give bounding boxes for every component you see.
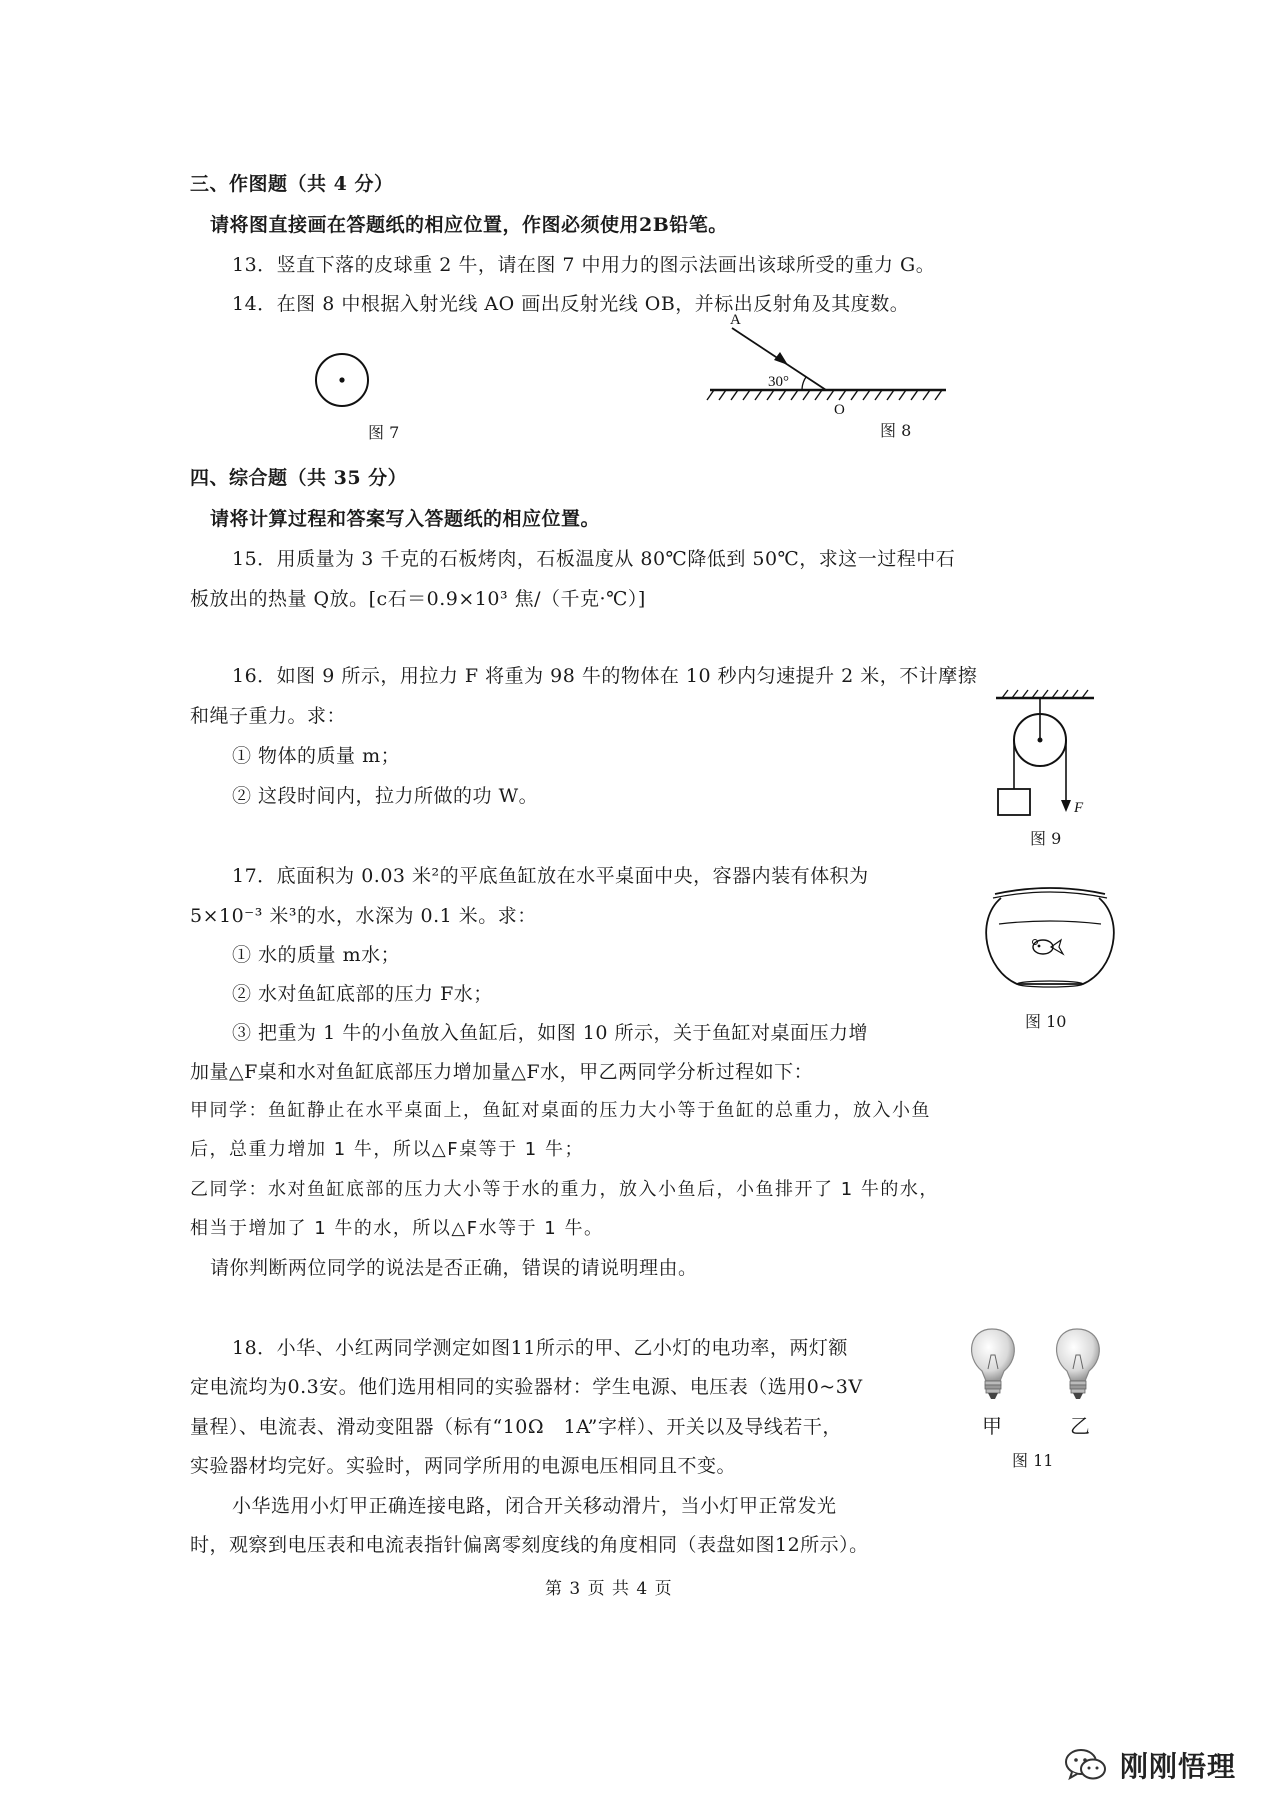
figure-11-label-jia: 甲: [982, 1414, 1002, 1438]
question-17-ask: 请你判断两位同学的说法是否正确，错误的请说明理由。: [210, 1257, 698, 1279]
figure-11-bulb-yi: [1050, 1325, 1130, 1415]
figure-7-ball: [312, 350, 372, 410]
question-16-item1: ① 物体的质量 m；: [232, 745, 401, 767]
section3-heading: 三、作图题（共 4 分）: [190, 173, 394, 195]
section4-heading: 四、综合题（共 35 分）: [190, 467, 408, 489]
question-17-item3: ③ 把重为 1 牛的小鱼放入鱼缸后，如图 10 所示，关于鱼缸对桌面压力增: [232, 1022, 868, 1044]
figure-11-bulb-jia: [965, 1325, 1045, 1415]
question-16-line1: 16．如图 9 所示，用拉力 F 将重为 98 牛的物体在 10 秒内匀速提升 2 米，不计摩擦: [232, 665, 978, 687]
figure-8-caption: 图 8: [880, 421, 912, 440]
question-18-line2: 定电流均为0.3安。他们选用相同的实验器材：学生电源、电压表（选用0~3V: [190, 1376, 863, 1398]
question-14: 14．在图 8 中根据入射光线 AO 画出反射光线 OB，并标出反射角及其度数。: [232, 293, 910, 315]
section3-instruction: 请将图直接画在答题纸的相应位置，作图必须使用2B铅笔。: [210, 214, 728, 236]
watermark-text: 刚刚悟理: [1119, 1750, 1236, 1783]
yi-analysis-line1: 乙同学：水对鱼缸底部的压力大小等于水的重力，放入小鱼后，小鱼排开了 1 牛的水，: [190, 1179, 939, 1200]
figure-10-caption: 图 10: [1025, 1012, 1067, 1031]
page-footer: 第 3 页 共 4 页: [545, 1579, 673, 1599]
question-17-item2: ② 水对鱼缸底部的压力 F水；: [232, 983, 493, 1005]
yi-analysis-line2: 相当于增加了 1 牛的水，所以△F水等于 1 牛。: [190, 1218, 604, 1239]
figure-7-caption: 图 7: [368, 423, 400, 442]
question-16-line2: 和绳子重力。求：: [190, 705, 347, 727]
question-18-line5: 小华选用小灯甲正确连接电路，闭合开关移动滑片，当小灯甲正常发光: [232, 1495, 837, 1517]
question-17-line1: 17．底面积为 0.03 米²的平底鱼缸放在水平桌面中央，容器内装有体积为: [232, 865, 869, 887]
figure-11-label-yi: 乙: [1070, 1414, 1090, 1438]
question-18-line6: 时，观察到电压表和电流表指针偏离零刻度线的角度相同（表盘如图12所示）。: [190, 1534, 869, 1556]
question-15-line1: 15．用质量为 3 千克的石板烤肉，石板温度从 80℃降低到 50℃，求这一过程中石: [232, 548, 956, 570]
fish-icon: [1033, 940, 1064, 955]
jia-analysis-line1: 甲同学：鱼缸静止在水平桌面上，鱼缸对桌面的压力大小等于鱼缸的总重力，放入小鱼: [190, 1100, 931, 1121]
figure-11-caption: 图 11: [1012, 1451, 1054, 1470]
question-17-item1: ① 水的质量 m水；: [232, 944, 401, 966]
figure-9-label-f: F: [1074, 800, 1084, 816]
figure-9-caption: 图 9: [1030, 829, 1062, 848]
figure-10-fishbowl: [985, 880, 1115, 990]
question-18-line4: 实验器材均完好。实验时，两同学所用的电源电压相同且不变。: [190, 1455, 737, 1477]
section4-instruction: 请将计算过程和答案写入答题纸的相应位置。: [210, 508, 601, 530]
question-13: 13．竖直下落的皮球重 2 牛，请在图 7 中用力的图示法画出该球所受的重力 G。: [232, 254, 936, 276]
question-17-line-after: 加量△F桌和水对鱼缸底部压力增加量△F水，甲乙两同学分析过程如下：: [190, 1061, 814, 1083]
question-17-line2: 5×10⁻³ 米³的水，水深为 0.1 米。求：: [190, 905, 537, 927]
figure-8-label-o: O: [834, 402, 845, 418]
jia-analysis-line2: 后，总重力增加 1 牛，所以△F桌等于 1 牛；: [190, 1139, 584, 1160]
figure-8-label-a: A: [730, 312, 741, 328]
watermark: [1064, 1745, 1236, 1785]
figure-8-diagram: [710, 310, 950, 420]
figure-8-angle-label: 30°: [768, 374, 789, 390]
question-18-line1: 18．小华、小红两同学测定如图11所示的甲、乙小灯的电功率，两灯额: [232, 1337, 848, 1359]
question-16-item2: ② 这段时间内，拉力所做的功 W。: [232, 785, 539, 807]
question-15-line2: 板放出的热量 Q放。[c石＝0.9×10³ 焦/（千克·℃）]: [190, 588, 646, 610]
figure-9-pulley: [990, 690, 1110, 820]
wechat-icon: [1064, 1747, 1108, 1783]
question-18-line3: 量程）、电流表、滑动变阻器（标有“10Ω 1A”字样）、开关以及导线若干，: [190, 1416, 842, 1438]
